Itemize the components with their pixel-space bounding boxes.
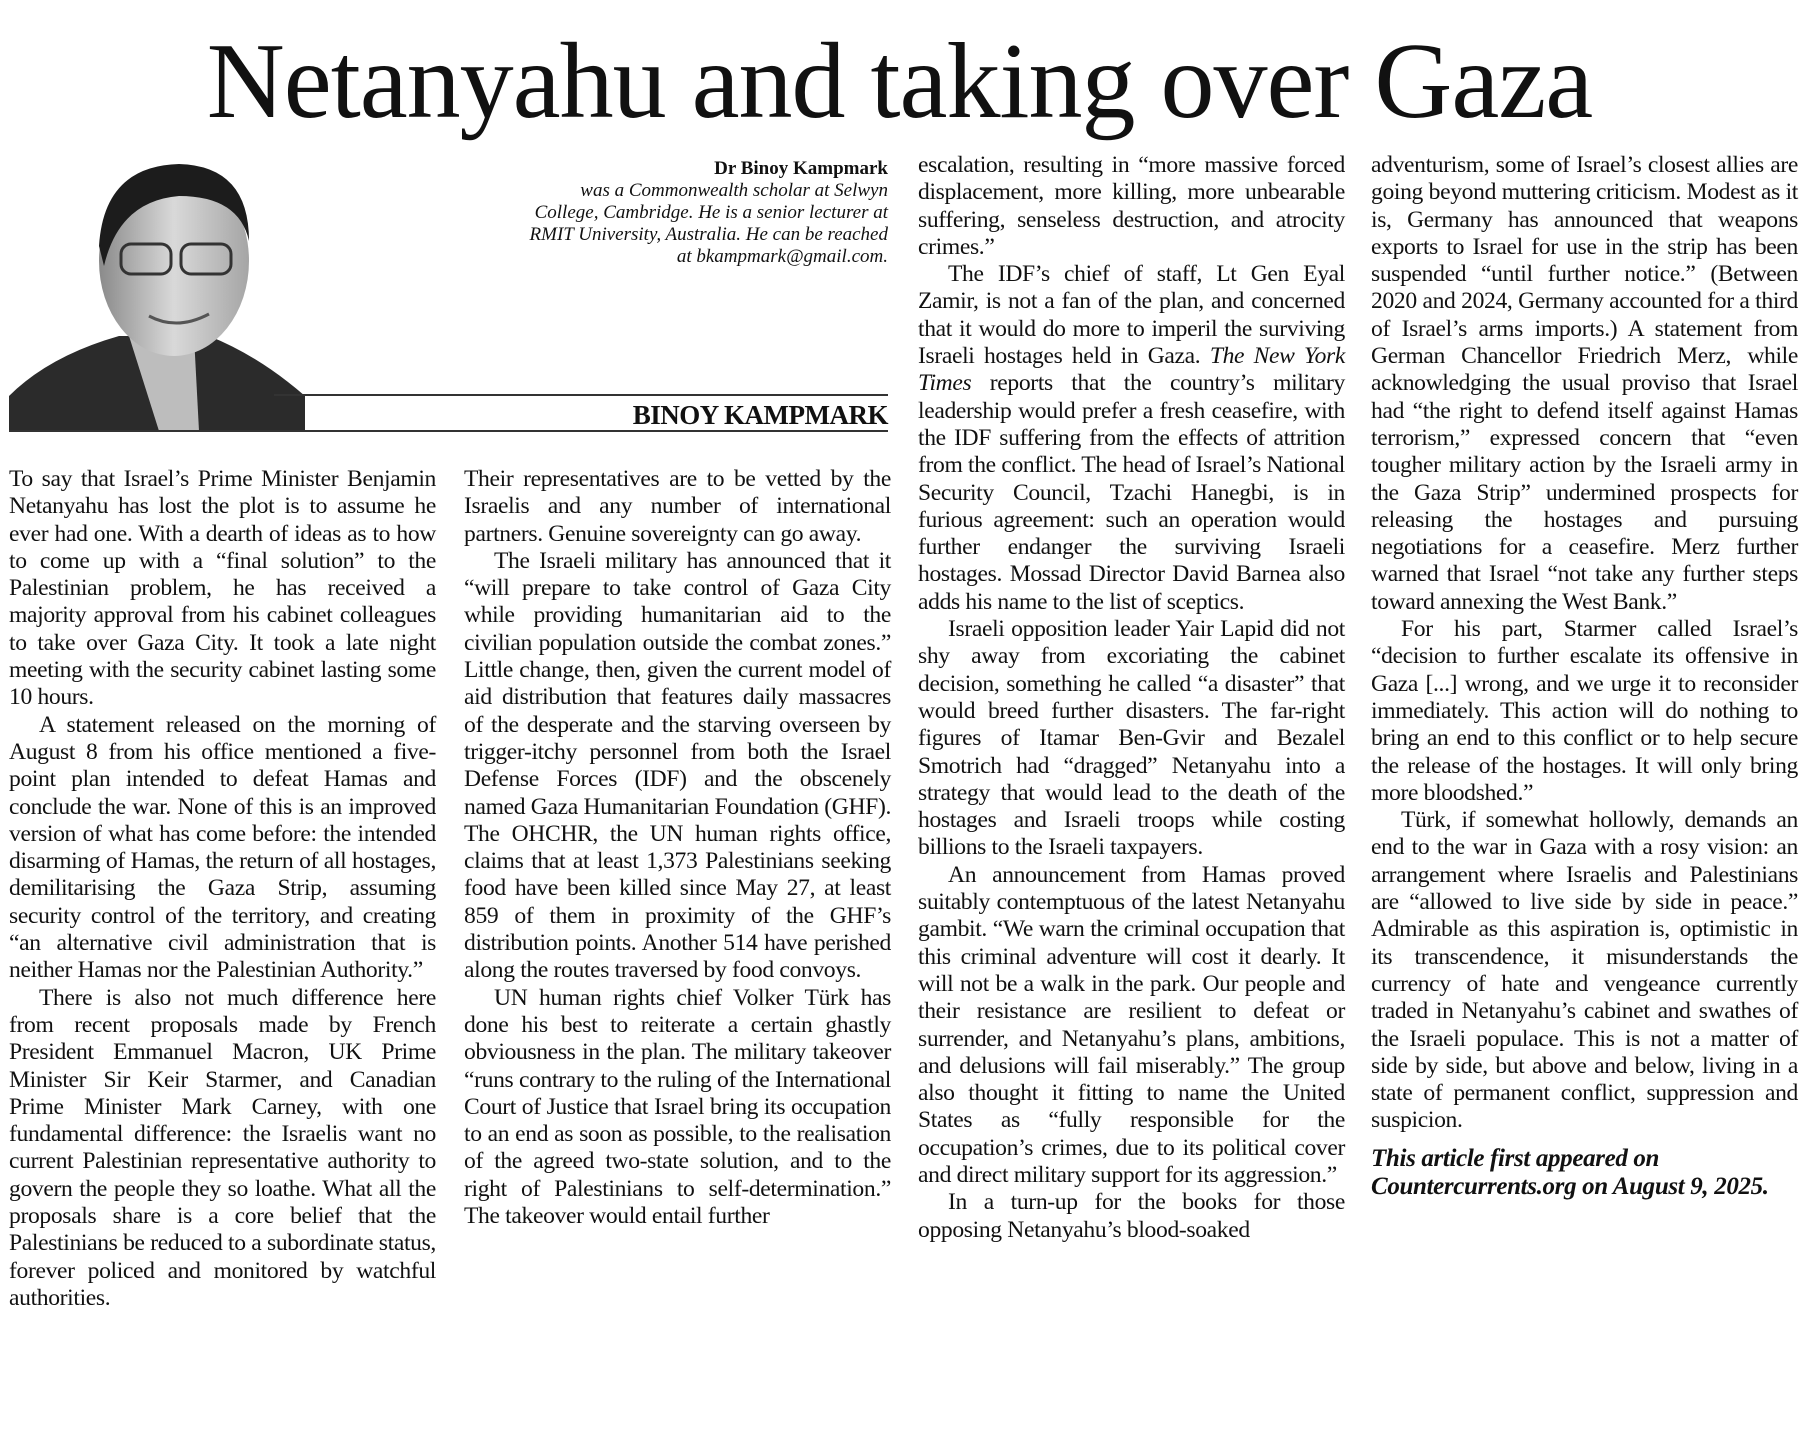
paragraph-text: Türk, if somewhat hollowly, demands an end to the war in Gaza with a rosy vision: an arrangement where Israelis and Palestinians are “allowed to live side by side in peace.” Admirable as this aspiration is, optimistic in its transcendence, it misunderstands the currency of hate and vengeance currently traded in Netanyahu’s cabinet and swathes of the Israeli populace. This is not a matter of side by side, but above and below, living in a state of permanent conflict, suppression and suspicion.	[1371, 807, 1798, 1134]
author-photo	[9, 156, 305, 431]
paragraph-text: Their representatives are to be vetted by the Israelis and any number of international partners. Genuine sovereignty can go away.	[464, 466, 891, 547]
article-paragraph	[918, 1189, 1345, 1244]
paragraph-text: adventurism, some of Israel’s closest allies are going beyond muttering criticism. Modest as it is, Germany has announced that weapons exports to Israel for use in the strip has been suspended “until further notice.” (Between 2020 and 2024, Germany accounted for a third of Israel’s arms imports.) A statement from German Chancellor Friedrich Merz, while acknowledging the usual proviso that Israel had “the right to defend itself against Hamas terrorism,” expressed concern that “even tougher military action by the Israeli army in the Gaza Strip” undermined prospects for releasing the hostages and pursuing negotiations for a ceasefire. Merz further warned that Israel “not take any further steps toward annexing the West Bank.”	[1371, 152, 1798, 615]
paragraph-text: reports that the country’s military leadership would prefer a fresh ceasefire, with the IDF suffering from the effects of attrition from the conflict. The head of Israel’s National Security Council, Tzachi Hanegbi, is in furious agreement: such an operation would further endanger the surviving Israeli hostages. Mossad Director David Barnea also adds his name to the list of sceptics.	[918, 370, 1345, 615]
paragraph-text: The Israeli military has announced that it “will prepare to take control of Gaza City while providing humanitarian aid to the civilian population outside the combat zones.” Little change, then, given the current model of aid distribution that features daily massacres of the desperate and the starving overseen by trigger-itchy personnel from both the Israel Defense Forces (IDF) and the obscenely named Gaza Humanitarian Foundation (GHF). The OHCHR, the UN human rights office, claims that at least 1,373 Palestinians seeking food have been killed since May 27, at least 859 of them in proximity of the GHF’s distribution points. Another 514 have perished along the routes traversed by food convoys.	[464, 547, 891, 984]
paragraph-text: A statement released on the morning of August 8 from his office mentioned a five-point plan intended to defeat Hamas and conclude the war. None of this is an improved version of what has come before: the intended disarming of Hamas, the return of all hostages, demilitarising the Gaza Strip, assuming security control of the territory, and creating “an alternative civil administration that is neither Hamas nor the Palestinian Authority.”	[9, 711, 436, 984]
author-email-line: at bkampmark@gmail.com.	[676, 246, 888, 267]
author-bio	[330, 158, 888, 268]
article-paragraph	[464, 466, 891, 548]
article-paragraph	[918, 862, 1345, 1190]
paragraph-text: escalation, resulting in “more massive forced displacement, more killing, more unbearable suffering, senseless destruction, and atrocity crimes.”	[918, 152, 1345, 260]
paragraph-text: To say that Israel’s Prime Minister Benjamin Netanyahu has lost the plot is to assume he ever had one. With a dearth of ideas as to how to come up with a “final solution” to the Palestinian problem, he has received a majority approval from his cabinet colleagues to take over Gaza City. It took a late night meeting with the security cabinet lasting some 10 hours.	[9, 466, 436, 711]
article-paragraph	[9, 466, 436, 712]
article-paragraph	[1371, 807, 1798, 1135]
article-column-3	[918, 152, 1345, 1244]
paragraph-text: An announcement from Hamas proved suitably contemptuous of the latest Netanyahu gambit. “We warn the criminal occupation that this criminal adventure will cost it dearly. It will not be a walk in the park. Our people and their resistance are resilient to defeat or surrender, and Netanyahu’s plans, ambitions, and delusions will fail miserably.” The group also thought it fitting to name the United States as “fully responsible for the occupation’s crimes, due to its political cover and direct military support for its aggression.”	[918, 861, 1345, 1188]
article-paragraph	[1371, 152, 1798, 616]
article-paragraph	[9, 985, 436, 1313]
source-note: This article first appeared on Countercurrents.org on August 9, 2025.	[1371, 1144, 1769, 1200]
article-paragraph	[918, 616, 1345, 862]
article-paragraph	[918, 152, 1345, 261]
article-column-4	[1371, 152, 1798, 1201]
publication-title: The New York Times	[918, 343, 1346, 397]
article-column-2	[464, 466, 891, 1230]
divider	[274, 394, 888, 396]
author-bio-line: was a Commonwealth scholar at Selwyn	[580, 180, 888, 201]
paragraph-text: There is also not much difference here from recent proposals made by French President Emmanuel Macron, UK Prime Minister Sir Keir Starmer, and Canadian Prime Minister Mark Carney, with one fundamental difference: the Israelis want no current Palestinian representative authority to govern the people they so loathe. What all the proposals share is a core belief that the Palestinians be reduced to a subordinate status, forever policed and monitored by watchful authorities.	[9, 984, 436, 1311]
author-name: Dr Binoy Kampmark	[714, 158, 888, 179]
byline: BINOY KAMPMARK	[632, 400, 888, 430]
paragraph-text: Israeli opposition leader Yair Lapid did not shy away from excoriating the cabinet decision, something he called “a disaster” that would breed further disasters. The far-right figures of Itamar Ben-Gvir and Bezalel Smotrich had “dragged” Netanyahu into a strategy that would lead to the death of the hostages and Israeli troops while costing billions to the Israeli taxpayers.	[918, 616, 1345, 861]
paragraph-text: In a turn-up for the books for those opposing Netanyahu’s blood-soaked	[918, 1189, 1345, 1243]
author-bio-line: College, Cambridge. He is a senior lecturer at	[534, 202, 888, 223]
article-paragraph	[464, 985, 891, 1231]
paragraph-text: The IDF’s chief of staff, Lt Gen Eyal Zamir, is not a fan of the plan, and concerned that it would do more to imperil the surviving Israeli hostages held in Gaza.	[918, 261, 1345, 370]
article-paragraph	[9, 712, 436, 985]
author-bio-line: RMIT University, Australia. He can be reached	[529, 224, 888, 245]
divider	[9, 430, 888, 432]
headline: Netanyahu and taking over Gaza	[206, 22, 1593, 141]
paragraph-text: UN human rights chief Volker Türk has done his best to reiterate a certain ghastly obviousness in the plan. The military takeover “runs contrary to the ruling of the International Court of Justice that Israel bring its occupation to an end as soon as possible, to the realisation of the agreed two-state solution, and to the right of Palestinians to self-determination.” The takeover would entail further	[464, 984, 891, 1230]
article-paragraph	[464, 548, 891, 985]
article-paragraph	[918, 261, 1345, 616]
article-paragraph	[1371, 616, 1798, 807]
paragraph-text: For his part, Starmer called Israel’s “decision to further escalate its offensive in Gaza [...] wrong, and we urge it to reconsider immediately. This action will do nothing to bring an end to this conflict or to help secure the release of the hostages. It will only bring more bloodshed.”	[1371, 616, 1798, 806]
article-column-1	[9, 466, 436, 1312]
